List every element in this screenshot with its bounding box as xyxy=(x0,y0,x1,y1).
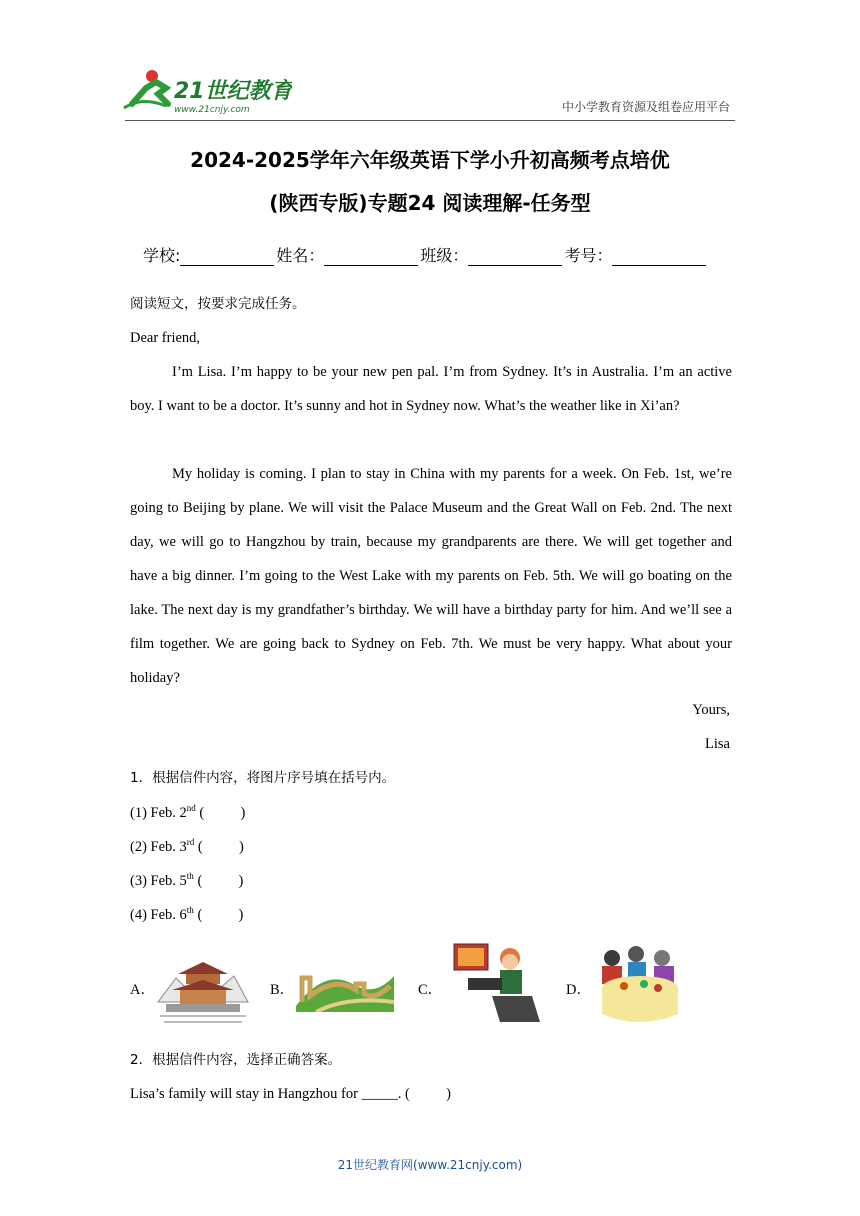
runner-icon xyxy=(124,70,168,108)
letter-paragraph-1: I’m Lisa. I’m happy to be your new pen pal. I’m from Sydney. It’s in Australia. I’m an active boy. I want to be a doctor. It’s sunny and hot in Sydney now. What’s the weather like in Xi’an? xyxy=(130,364,732,414)
great-wall-picture xyxy=(296,956,394,1017)
question-1-item-1: (1) Feb. 2nd ( ) xyxy=(130,803,246,821)
letter-signature: Lisa xyxy=(705,736,730,752)
family-dinner-picture xyxy=(592,944,688,1031)
letter-greeting: Dear friend, xyxy=(130,330,201,346)
question-1-item-2: (2) Feb. 3rd ( ) xyxy=(130,837,244,855)
question-1-item-4: (4) Feb. 6th ( ) xyxy=(130,905,244,923)
name-field[interactable]: 姓名： xyxy=(276,243,420,266)
option-c-label: C． xyxy=(418,982,443,998)
letter-paragraph-2: My holiday is coming. I plan to stay in China with my parents for a week. On Feb. 1st, we’re going to Beijing by plane. We will visit the Palace Museum and the Great Wall on Feb. 2nd. The next day, we will go to Hangzhou by train, because my grandparents are there. We will get together and have a big dinner. I’m going to the West Lake with my parents on Feb. 5th. We will go boating on the lake. The next day is my grandfather’s birthday. We will have a birthday party for him. And we’ll see a film together. We are going back to Sydney on Feb. 7th. We must be very happy. What about your holiday? xyxy=(130,466,732,686)
class-field[interactable]: 班级： xyxy=(420,243,564,266)
option-a-label: A． xyxy=(130,982,155,998)
instructions: 阅读短文，按要求完成任务。 xyxy=(130,296,306,312)
student-info-fields xyxy=(143,243,708,266)
palace-museum-picture xyxy=(156,942,250,1033)
page-title-line1: 2024-2025学年六年级英语下学小升初高频考点培优 xyxy=(190,148,670,172)
option-b-label: B． xyxy=(270,982,295,998)
letter-closing: Yours, xyxy=(692,702,730,718)
school-field[interactable]: 学校: xyxy=(143,243,276,266)
exam-number-field[interactable]: 考号： xyxy=(564,243,708,266)
question-1-prompt: 1．根据信件内容，将图片序号填在括号内。 xyxy=(130,770,396,786)
question-2-prompt: 2．根据信件内容，选择正确答案。 xyxy=(130,1052,342,1068)
option-d-label: D． xyxy=(566,982,591,998)
page-title-line2: (陕西专版)专题24 阅读理解-任务型 xyxy=(269,191,591,215)
logo xyxy=(122,66,292,116)
footer[interactable]: 21世纪教育网(www.21cnjy.com) xyxy=(337,1158,523,1172)
question-2-stem: Lisa’s family will stay in Hangzhou for _____. ( ) xyxy=(130,1086,451,1102)
site-name: 中小学教育资源及组卷应用平台 xyxy=(561,100,730,114)
movie-watching-picture xyxy=(452,942,544,1033)
svg-text:www.21cnjy.com: www.21cnjy.com xyxy=(174,105,250,115)
svg-text:21世纪教育: 21世纪教育 xyxy=(174,79,292,104)
header-divider xyxy=(125,120,735,121)
question-1-item-3: (3) Feb. 5th ( ) xyxy=(130,871,244,889)
